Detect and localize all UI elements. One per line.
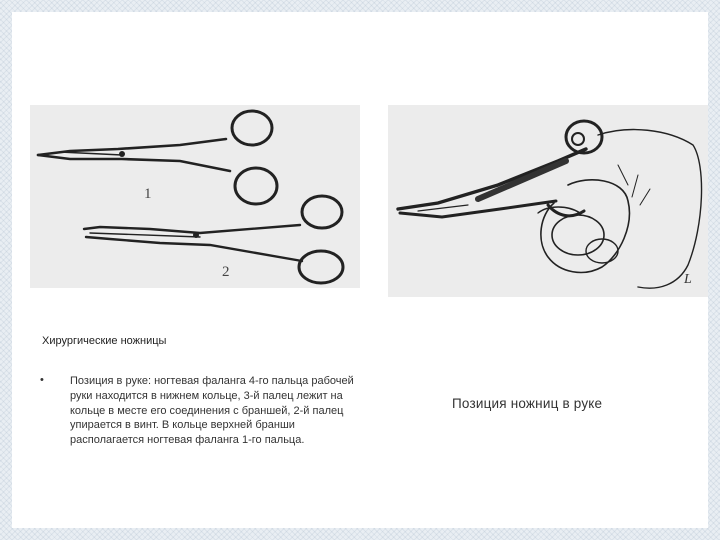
right-caption: Позиция ножниц в руке: [452, 396, 603, 411]
bullet-icon: •: [40, 374, 44, 386]
slide: [12, 12, 708, 528]
bullet-text: Позиция в руке: ногтевая фаланга 4-го пальца рабочей руки находится в нижнем кольце, 3-й палец лежит на кольце в месте его соединения с браншей, 2-й палец упирается в винт. В кольце верхней бранши располагается ногтевая фаланга 1-го пальца.: [70, 375, 354, 447]
scissors-drawing: [30, 105, 360, 288]
screw-icon: [193, 232, 199, 238]
screw-icon: [119, 151, 125, 157]
hand-with-scissors-illustration: [388, 105, 708, 297]
caption-title: Хирургические ножницы: [42, 335, 167, 347]
figure-mark: L: [684, 272, 692, 287]
hand-scissors-drawing: [388, 105, 708, 297]
scissors-1: [38, 111, 277, 204]
figure-label-2: 2: [222, 264, 230, 280]
scissors-2: [84, 196, 343, 283]
scissors-illustration: [30, 105, 360, 288]
figure-label-1: 1: [144, 186, 152, 202]
